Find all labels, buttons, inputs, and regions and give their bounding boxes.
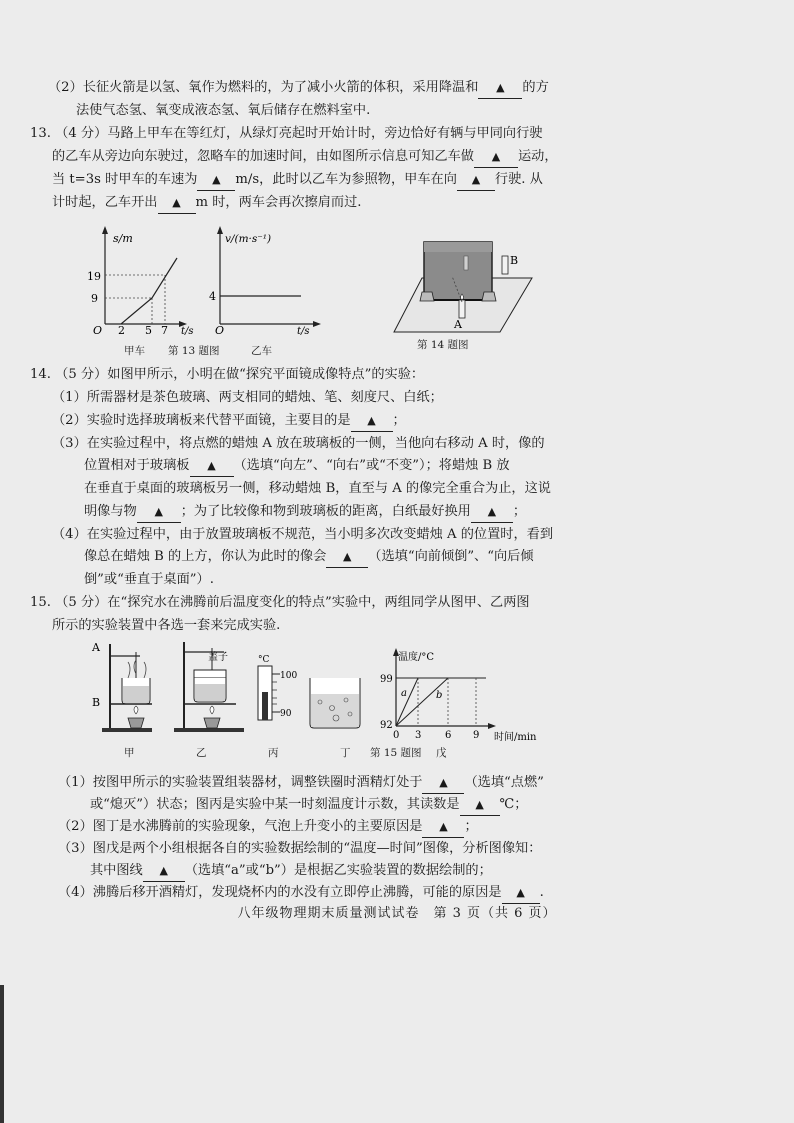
stand-right bbox=[482, 292, 496, 301]
apparatus-yi bbox=[174, 642, 244, 732]
svg-text:O: O bbox=[215, 324, 225, 337]
t-axis-label-2: t/s bbox=[297, 326, 310, 337]
page-footer: 八年级物理期末质量测试试卷 第 3 页（共 6 页） bbox=[237, 906, 557, 921]
answer-blank[interactable]: ▲ bbox=[326, 547, 368, 568]
figure-13-graphs bbox=[85, 222, 325, 347]
q14-p3-line1: （3）在实验过程中，将点燃的蜡烛 A 放在玻璃板的一侧，当他向右移动 A 时，像的 bbox=[52, 436, 545, 451]
stand-left bbox=[420, 292, 434, 301]
q14-head: 14. （5 分）如图甲所示，小明在做“探究平面镜成像特点”的实验： bbox=[30, 367, 425, 382]
answer-blank[interactable]: ▲ bbox=[197, 170, 235, 191]
tick-3: 3 bbox=[415, 730, 422, 741]
q15-p4: （4）沸腾后移开酒精灯，发现烧杯内的水没有立即停止沸腾，可能的原因是 ▲ . bbox=[58, 883, 544, 904]
answer-blank[interactable]: ▲ bbox=[137, 502, 181, 523]
apparatus-jia bbox=[91, 641, 152, 732]
answer-blank[interactable]: ▲ bbox=[190, 456, 234, 477]
tick-92: 92 bbox=[380, 720, 393, 731]
s-t-line bbox=[121, 258, 177, 324]
answer-blank[interactable]: ▲ bbox=[478, 78, 522, 99]
tick-7: 7 bbox=[161, 324, 168, 337]
fig15-cap-yi: 乙 bbox=[196, 747, 207, 759]
tick-5: 5 bbox=[145, 324, 152, 337]
q12-line1: （2）长征火箭是以氢、氧作为燃料的，为了减小火箭的体积，采用降温和 ▲ 的方 bbox=[48, 78, 549, 99]
tick-9: 9 bbox=[473, 730, 480, 741]
time-axis-label: 时间/min bbox=[494, 732, 537, 742]
answer-blank[interactable]: ▲ bbox=[471, 502, 513, 523]
fig14-caption: 第 14 题图 bbox=[417, 339, 469, 351]
answer-blank[interactable]: ▲ bbox=[502, 883, 540, 904]
q14-p3-line3: 在垂直于桌面的玻璃板另一侧，移动蜡烛 B，直至与 A 的像完全重合为止，这说 bbox=[84, 481, 551, 496]
q15-p2: （2）图丁是水沸腾前的实验现象，气泡上升变小的主要原因是 ▲ ； bbox=[58, 817, 478, 838]
figure-14 bbox=[392, 232, 542, 336]
candle-b bbox=[502, 256, 508, 274]
t-axis-label-1: t/s bbox=[181, 326, 194, 337]
figure-14-mirror-setup bbox=[392, 232, 542, 336]
q13-line2: 的乙车从旁边向东驶过，忽略车的加速时间，由如图所示信息可知乙车做 ▲ 运动， bbox=[52, 147, 558, 168]
answer-blank[interactable]: ▲ bbox=[474, 147, 518, 168]
answer-blank[interactable]: ▲ bbox=[457, 170, 495, 191]
tick-6: 6 bbox=[445, 730, 452, 741]
answer-blank[interactable]: ▲ bbox=[460, 795, 500, 816]
celsius-label: °C bbox=[258, 655, 270, 665]
thermo-90: 90 bbox=[280, 709, 292, 719]
candle-a-image bbox=[464, 256, 468, 270]
fig15-cap-title: 第 15 题图 bbox=[370, 747, 422, 759]
beaker-ding bbox=[310, 678, 360, 728]
lid-label: 盖子 bbox=[208, 652, 228, 663]
fig13-caption-title: 第 13 题图 bbox=[168, 345, 220, 357]
q14-p3-line4: 明像与物 ▲ ；为了比较像和物到玻璃板的距离，白纸最好换用 ▲ ； bbox=[84, 502, 526, 523]
figure-13 bbox=[85, 222, 325, 347]
tick-9: 9 bbox=[91, 292, 98, 305]
s-axis-label: s/m bbox=[113, 232, 133, 245]
answer-blank[interactable]: ▲ bbox=[422, 773, 464, 794]
q15-p1-line2: 或“熄灭”）状态；图丙是实验中某一时刻温度计示数，其读数是 ▲ ℃； bbox=[90, 795, 528, 816]
q13-line1: 13. （4 分）马路上甲车在等红灯，从绿灯亮起时开始计时，旁边恰好有辆与甲同向行驶 bbox=[30, 126, 543, 141]
v-axis-label: v/(m·s⁻¹) bbox=[225, 233, 272, 245]
answer-blank[interactable]: ▲ bbox=[158, 193, 196, 214]
thermo-100: 100 bbox=[280, 671, 298, 681]
q13-line3: 当 t=3s 时甲车的车速为 ▲ m/s，此时以乙车为参照物，甲车在向 ▲ 行驶. 从 bbox=[52, 170, 543, 191]
q14-p3-line2: 位置相对于玻璃板 ▲ （选填“向左”、“向右”或“不变”）；将蜡烛 B 放 bbox=[84, 456, 510, 477]
q13-line4: 计时起，乙车开出 ▲ m 时，两车会再次擦肩而过. bbox=[52, 193, 361, 214]
q15-p3-line2: 其中图线 ▲ （选填“a”或“b”）是根据乙实验装置的数据绘制的； bbox=[90, 861, 492, 882]
curve-b-label: b bbox=[436, 690, 443, 701]
origin-label: O bbox=[93, 324, 103, 337]
answer-blank[interactable]: ▲ bbox=[422, 817, 464, 838]
fig13-caption-jia: 甲车 bbox=[124, 345, 145, 357]
fig15-cap-bing: 丙 bbox=[268, 747, 279, 759]
fig13-caption-yi: 乙车 bbox=[251, 345, 272, 357]
figure-15-apparatus bbox=[88, 638, 548, 742]
curve-a-label: a bbox=[401, 688, 407, 699]
candle-a bbox=[459, 300, 465, 318]
q15-p3-line1: （3）图戊是两个小组根据各自的实验数据绘制的“温度—时间”图像，分析图像知： bbox=[58, 841, 542, 856]
answer-blank[interactable]: ▲ bbox=[351, 411, 393, 432]
q14-p4-line2: 像总在蜡烛 B 的上方，你认为此时的像会 ▲ （选填“向前倾倒”、“向后倾 bbox=[84, 547, 534, 568]
q15-head2: 所示的实验装置中各选一套来完成实验. bbox=[52, 618, 281, 633]
thermometer-bing bbox=[258, 655, 297, 720]
tick-2: 2 bbox=[118, 324, 125, 337]
fig15-cap-wu: 戊 bbox=[436, 747, 447, 759]
label-B: B bbox=[92, 696, 101, 709]
answer-blank[interactable]: ▲ bbox=[143, 861, 185, 882]
q14-p2: （2）实验时选择玻璃板来代替平面镜，主要目的是 ▲ ； bbox=[52, 411, 406, 432]
tick-99: 99 bbox=[380, 674, 393, 685]
q15-head1: 15. （5 分）在“探究水在沸腾前后温度变化的特点”实验中，两组同学从图甲、乙两图 bbox=[30, 595, 530, 610]
fig15-cap-jia: 甲 bbox=[124, 747, 135, 759]
q14-p4-line1: （4）在实验过程中，由于放置玻璃板不规范，当小明多次改变蜡烛 A 的位置时，看到 bbox=[52, 527, 554, 542]
q15-p1-line1: （1）按图甲所示的实验装置组装器材，调整铁圈时酒精灯处于 ▲ （选填“点燃” bbox=[58, 773, 544, 794]
fig15-cap-ding: 丁 bbox=[340, 747, 351, 759]
scan-edge bbox=[0, 985, 4, 1123]
label-b: B bbox=[510, 254, 519, 267]
figure-15 bbox=[88, 638, 548, 742]
temp-time-graph bbox=[380, 648, 537, 742]
tick-19: 19 bbox=[87, 270, 101, 283]
q14-p1: （1）所需器材是茶色玻璃、两支相同的蜡烛、笔、刻度尺、白纸； bbox=[52, 390, 443, 405]
q14-p4-line3: 倒”或“垂直于桌面”）. bbox=[84, 572, 214, 587]
label-a: A bbox=[454, 318, 462, 331]
q12-line2: 法使气态氢、氧变成液态氢、氧后储存在燃料室中. bbox=[76, 103, 371, 118]
origin-0: 0 bbox=[393, 730, 400, 741]
label-A: A bbox=[92, 641, 100, 654]
temp-axis-label: 温度/°C bbox=[398, 652, 435, 663]
tick-4: 4 bbox=[209, 290, 216, 303]
